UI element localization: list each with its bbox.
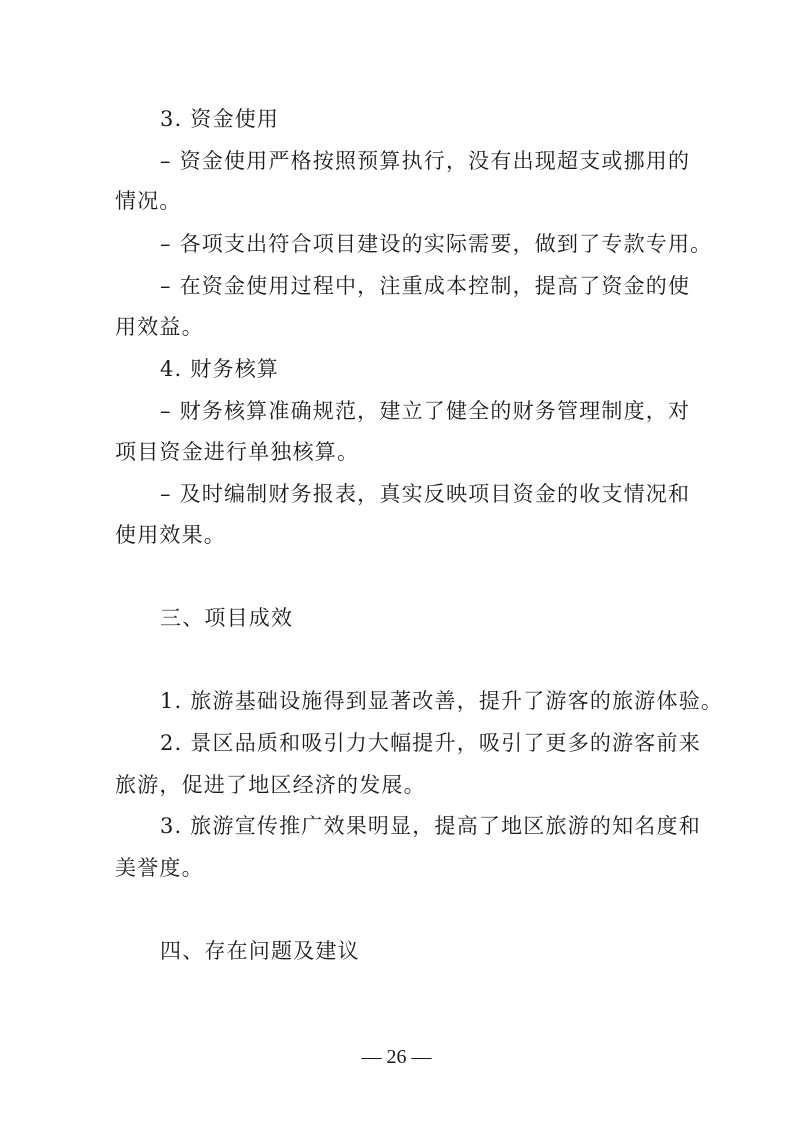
- accounting-item-2-line-1: – 及时编制财务报表，真实反映项目资金的收支情况和: [160, 482, 691, 506]
- fund-use-item-3-line-1: – 在资金使用过程中，注重成本控制，提高了资金的使: [160, 274, 691, 298]
- accounting-item-1-line-2: 项目资金进行单独核算。: [115, 440, 360, 464]
- fund-use-item-2-line-1: – 各项支出符合项目建设的实际需要，做到了专款专用。: [160, 232, 713, 256]
- accounting-item-1-line-1: – 财务核算准确规范，建立了健全的财务管理制度，对: [160, 399, 691, 423]
- section-3-item-1-line-1: 1. 旅游基础设施得到显著改善，提升了游客的旅游体验。: [160, 689, 724, 713]
- fund-use-item-1-line-2: 情况。: [115, 189, 182, 213]
- accounting-heading: 4. 财务核算: [160, 357, 280, 381]
- fund-use-item-1-line-1: – 资金使用严格按照预算执行，没有出现超支或挪用的: [160, 149, 691, 173]
- section-3-item-2-line-2: 旅游，促进了地区经济的发展。: [115, 773, 426, 797]
- section-3-item-2-line-1: 2. 景区品质和吸引力大幅提升，吸引了更多的游客前来: [160, 731, 701, 755]
- section-4-heading: 四、存在问题及建议: [160, 939, 360, 963]
- accounting-item-2-line-2: 使用效果。: [115, 523, 226, 547]
- fund-use-item-3-line-2: 用效益。: [115, 315, 204, 339]
- fund-use-heading: 3. 资金使用: [160, 107, 280, 131]
- section-3-item-3-line-2: 美誉度。: [115, 856, 204, 880]
- section-3-item-3-line-1: 3. 旅游宣传推广效果明显，提高了地区旅游的知名度和: [160, 814, 701, 838]
- section-3-heading: 三、项目成效: [160, 606, 294, 630]
- page-number: — 26 —: [361, 1046, 432, 1068]
